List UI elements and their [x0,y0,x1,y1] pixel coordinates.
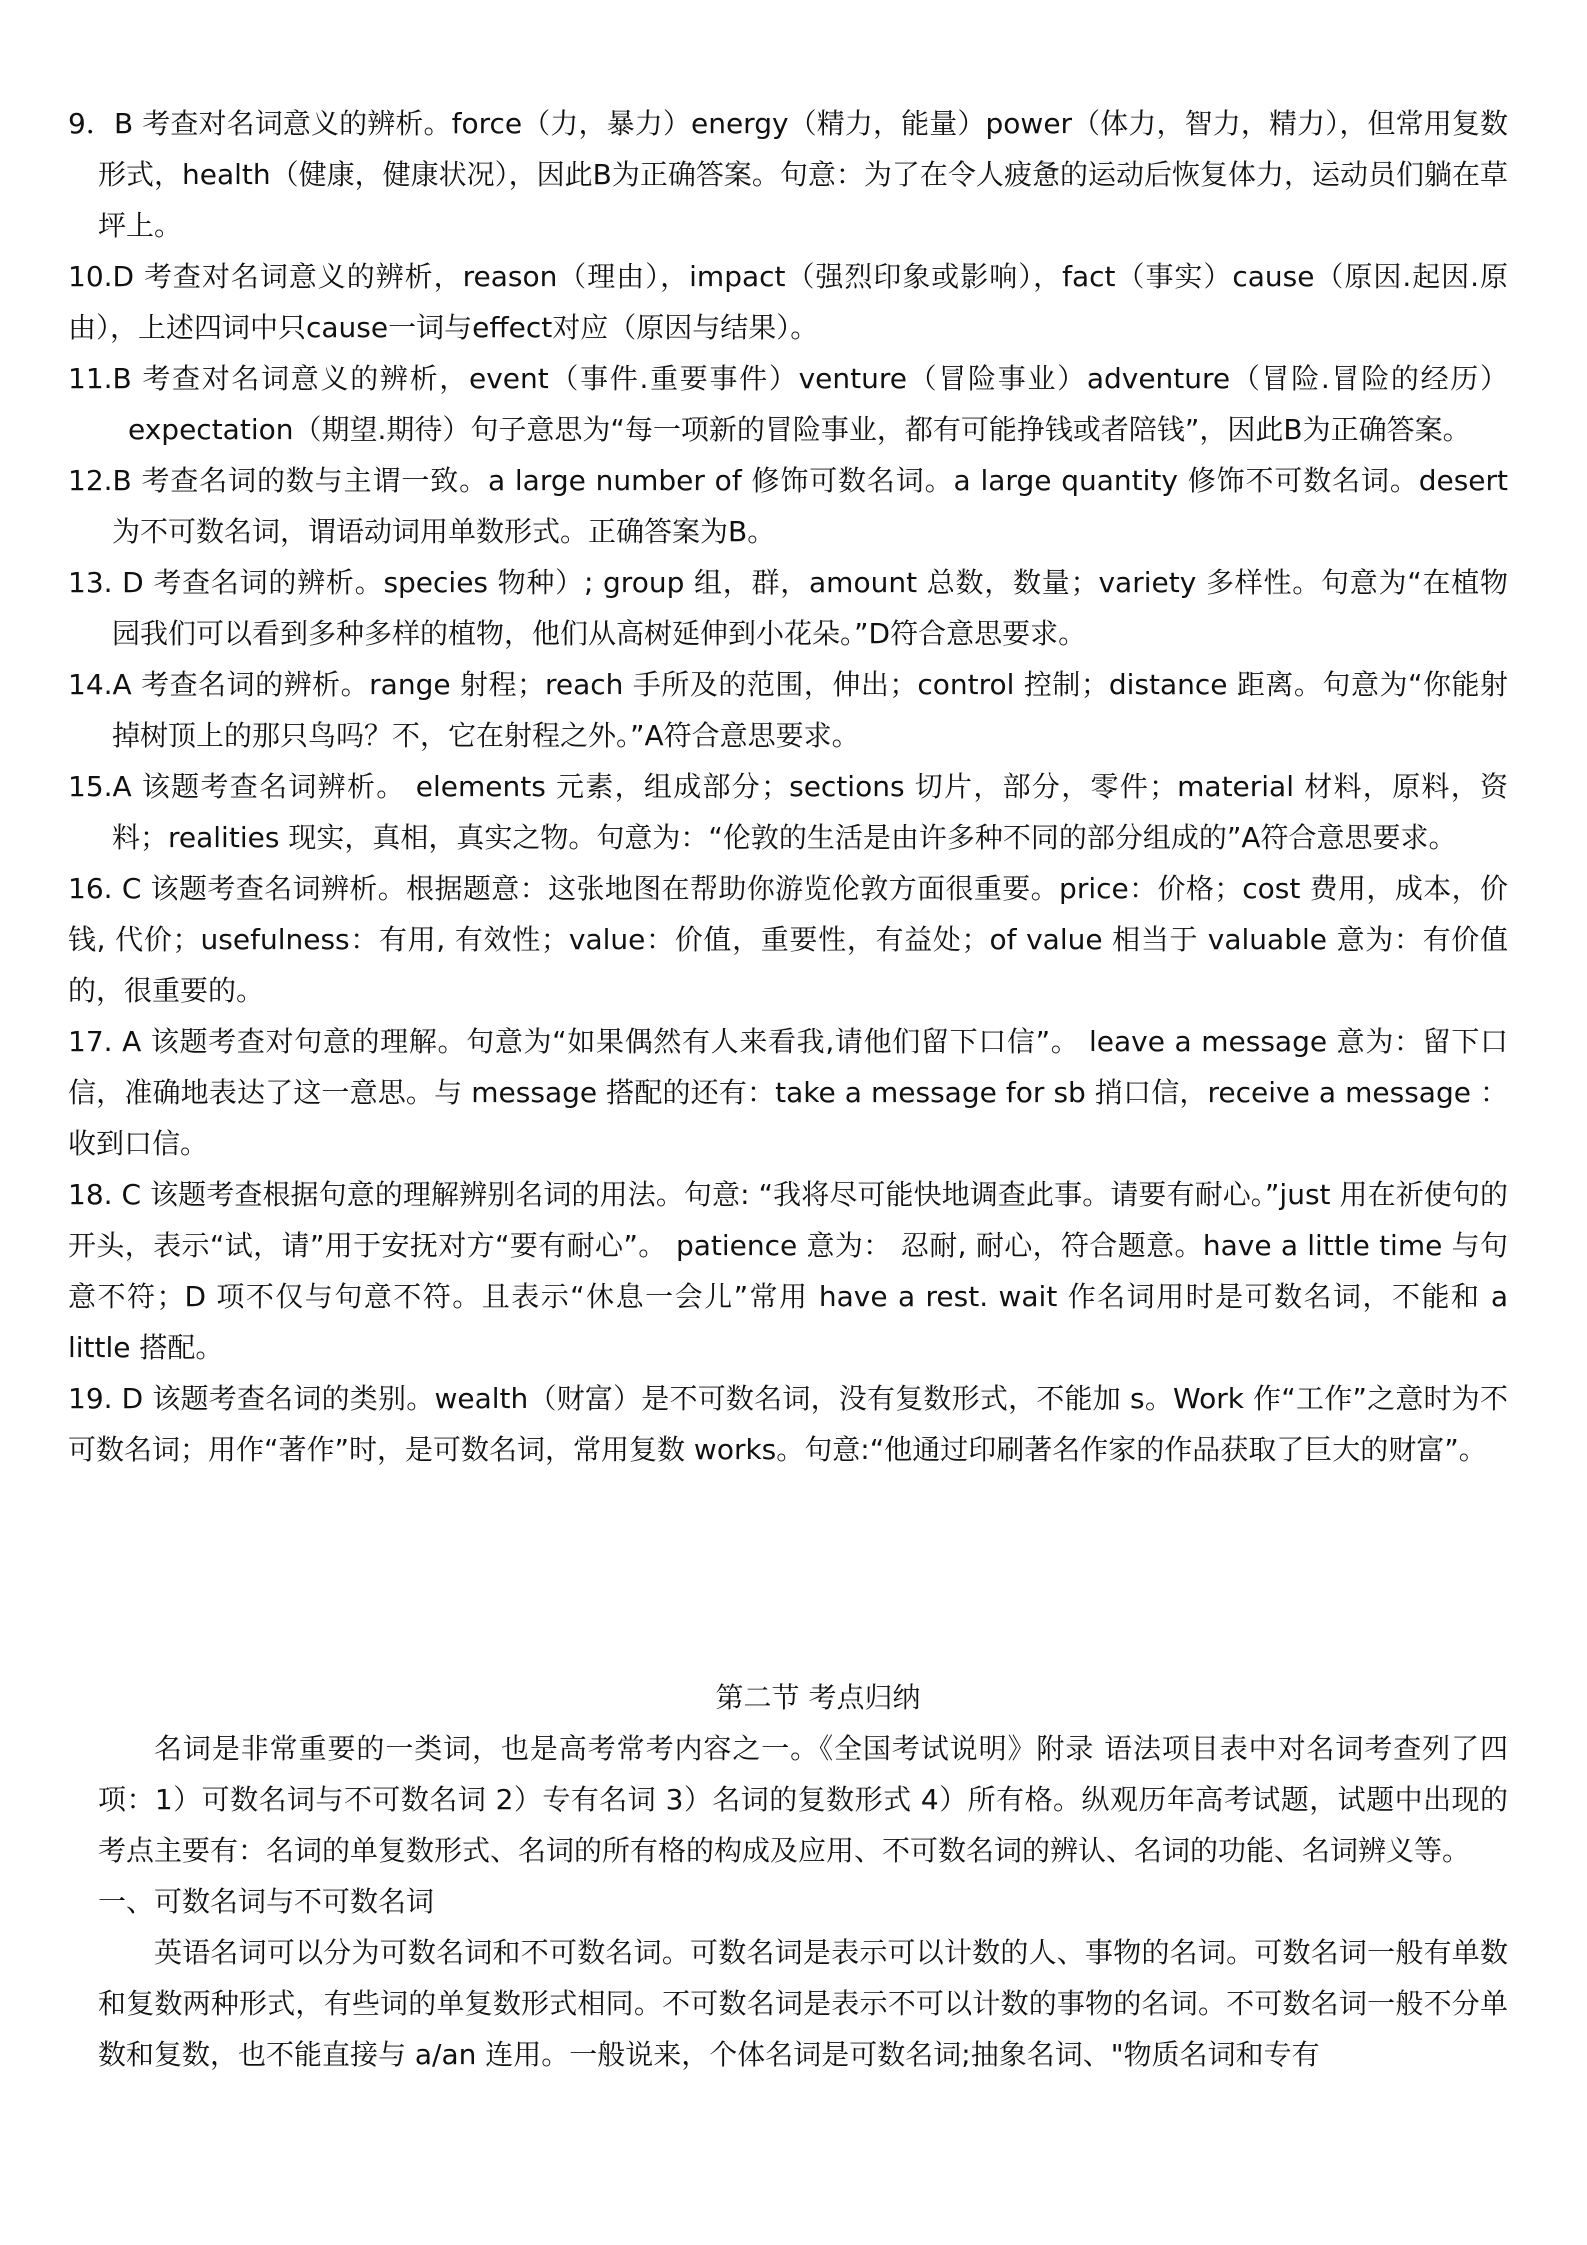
answer-item-14: 14.A 考查名词的辨析。range 射程；reach 手所及的范围，伸出；control 控制；distance 距离。句意为“你能射掉树顶上的那只鸟吗？不，它在射程之外。”A符合意思要求。 [68,668,1508,752]
section-summary [98,1672,1508,2080]
section-body: 英语名词可以分为可数名词和不可数名词。可数名词是表示可以计数的人、事物的名词。可数名词一般有单数和复数两种形式，有些词的单复数形式相同。不可数名词是表示不可以计数的事物的名词。不可数名词一般不分单数和复数，也不能直接与 a/an 连用。一般说来，个体名词是可数名词;抽象名词、"物质名词和专有 [98,1936,1508,2071]
answer-item-13: 13. D 考查名词的辨析。species 物种）; group 组，群，amount 总数，数量；variety 多样性。句意为“在植物园我们可以看到多种多样的植物，他们从高树延伸到小花朵。”D符合意思要求。 [68,566,1508,650]
section-subheading: 一、可数名词与不可数名词 [98,1885,435,1918]
section-title: 第二节 考点归纳 [715,1681,921,1714]
answer-item-19: 19. D 该题考查名词的类别。wealth（财富）是不可数名词，没有复数形式，不能加 s。Work 作“工作”之意时为不可数名词；用作“著作”时，是可数名词，常用复数 works。句意:“他通过印刷著名作家的作品获取了巨大的财富”。 [68,1382,1508,1466]
answer-item-12: 12.B 考查名词的数与主谓一致。a large number of 修饰可数名词。a large quantity 修饰不可数名词。desert 为不可数名词，谓语动词用单数形式。正确答案为B。 [68,464,1508,548]
answer-item-11: 11.B 考查对名词意义的辨析，event（事件.重要事件）venture（冒险事业）adventure（冒险.冒险的经历）expectation（期望.期待）句子意思为“每一项新的冒险事业，都有可能挣钱或者陪钱”，因此B为正确答案。 [68,362,1508,446]
answer-item-9: 9．B 考查对名词意义的辨析。force（力，暴力）energy（精力，能量）power（体力，智力，精力），但常用复数形式，health（健康，健康状况），因此B为正确答案。句意：为了在令人疲惫的运动后恢复体力，运动员们躺在草坪上。 [68,107,1508,242]
answer-item-15: 15.A 该题考查名词辨析。 elements 元素，组成部分；sections 切片，部分，零件；material 材料，原料，资料；realities 现实，真相，真实之物。句意为：“伦敦的生活是由许多种不同的部分组成的”A符合意思要求。 [68,770,1508,854]
section-intro: 名词是非常重要的一类词，也是高考常考内容之一。《全国考试说明》附录 语法项目表中对名词考查列了四项：1）可数名词与不可数名词 2）专有名词 3）名词的复数形式 4）所有格。纵观历年高考试题，试题中出现的考点主要有：名词的单复数形式、名词的所有格的构成及应用、不可数名词的辨认、名词的功能、名词辨义等。 [98,1732,1508,1867]
answer-explanations [68,98,1508,1475]
answer-item-16: 16. C 该题考查名词辨析。根据题意：这张地图在帮助你游览伦敦方面很重要。price：价格；cost 费用，成本，价钱, 代价；usefulness：有用, 有效性；value：价值，重要性，有益处；of value 相当于 valuable 意为：有价值的，很重要的。 [68,872,1508,1007]
answer-item-18: 18. C 该题考查根据句意的理解辨别名词的用法。句意: “我将尽可能快地调查此事。请要有耐心。”just 用在祈使句的开头，表示“试，请”用于安抚对方“要有耐心”。 patience 意为： 忍耐, 耐心，符合题意。have a little time 与句意不符；D 项不仅与句意不符。且表示“休息一会儿”常用 have a rest. wait 作名词用时是可数名词，不能和 a little 搭配。 [68,1178,1508,1364]
answer-item-17: 17. A 该题考查对句意的理解。句意为“如果偶然有人来看我,请他们留下口信”。 leave a message 意为：留下口信，准确地表达了这一意思。与 message 搭配的还有：take a message for sb 捎口信，receive a message ：收到口信。 [68,1025,1508,1160]
answer-item-10: 10.D 考查对名词意义的辨析，reason（理由），impact（强烈印象或影响），fact（事实）cause（原因.起因.原由），上述四词中只cause一词与effect对应（原因与结果）。 [68,260,1508,344]
